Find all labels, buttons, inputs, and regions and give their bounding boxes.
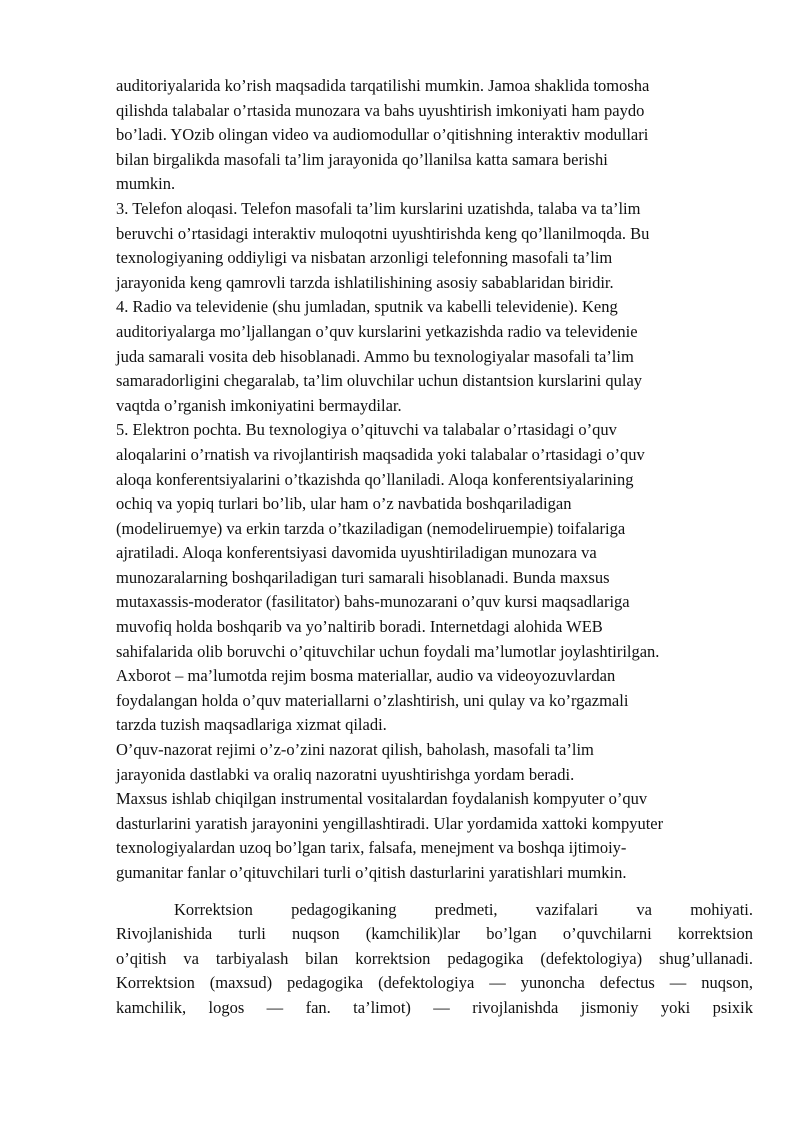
text-line: Korrektsion (maxsud) pedagogika (defektologiya — yunoncha defectus — nuqson, [116, 973, 753, 993]
text-line: muvofiq holda boshqarib va yo’naltirib boradi. Internetdagi alohida WEB [116, 617, 603, 637]
text-line: Axborot – ma’lumotda rejim bosma materiallar, audio va videoyozuvlardan [116, 666, 616, 686]
text-line: qilishda talabalar o’rtasida munozara va bahs uyushtirish imkoniyati ham paydo [116, 100, 645, 120]
text-line: (modeliruemye) va erkin tarzda o’tkaziladigan (nemodeliruempie) toifalariga [116, 518, 626, 538]
section-heading-line: Korrektsion pedagogikaning predmeti, vazifalari va mohiyati. [174, 899, 753, 919]
text-line: auditoriyalarga mo’ljallangan o’quv kurslarini yetkazishda radio va televidenie [116, 321, 638, 341]
text-line: gumanitar fanlar o’qituvchilari turli o’qitish dasturlarini yaratishlari mumkin. [116, 863, 627, 882]
text-line: bo’ladi. YOzib olingan video va audiomodullar o’qitishning interaktiv modullari [116, 125, 649, 145]
text-line: auditoriyalarida ko’rish maqsadida tarqatilishi mumkin. Jamoa shaklida tomosha [116, 76, 650, 95]
text-line: munozaralarning boshqariladigan turi samarali hisoblanadi. Bunda maxsus [116, 567, 610, 587]
text-line: jarayonida dastlabki va oraliq nazoratni uyushtirishga yordam beradi. [116, 764, 575, 784]
text-line: foydalangan holda o’quv materiallarni o’zlashtirish, uni qulay va ko’rgazmali [116, 690, 629, 710]
text-line: texnologiyalardan uzoq bo’lgan tarix, falsafa, menejment va boshqa ijtimoiy- [116, 838, 627, 858]
text-line: Rivojlanishida turli nuqson (kamchilik)lar bo’lgan o’quvchilarni korrektsion [116, 924, 753, 944]
document-page [116, 74, 753, 1021]
text-line: 4. Radio va televidenie (shu jumladan, sputnik va kabelli televidenie). Keng [116, 297, 618, 317]
text-line: mumkin. [116, 174, 176, 194]
text-line: vaqtda o’rganish imkoniyatini bermaydilar. [116, 395, 402, 415]
text-line: o’qitish va tarbiyalash bilan korrektsion pedagogika (defektologiya) shug’ullanadi. [116, 948, 753, 968]
text-line: 3. Telefon aloqasi. Telefon masofali ta’lim kurslarini uzatishda, talaba va ta’lim [116, 198, 641, 218]
text-line: texnologiyaning oddiyligi va nisbatan arzonligi telefonning masofali ta’lim [116, 248, 613, 268]
justified-paragraph [116, 898, 753, 1021]
text-line: aloqalarini o’rnatish va rivojlantirish maqsadida yoki talabalar o’rtasidagi o’quv [116, 444, 645, 464]
text-line: bilan birgalikda masofali ta’lim jarayonida qo’llanilsa katta samara berishi [116, 149, 608, 169]
body-text-block [116, 74, 753, 886]
text-line: samaradorligini chegaralab, ta’lim oluvchilar uchun distantsion kurslarini qulay [116, 371, 643, 391]
text-line: tarzda tuzish maqsadlariga xizmat qiladi. [116, 715, 387, 735]
text-line: jarayonida keng qamrovli tarzda ishlatilishining asosiy sabablaridan biridir. [116, 272, 614, 292]
text-line: aloqa konferentsiyalarini o’tkazishda qo’llaniladi. Aloqa konferentsiyalarining [116, 469, 634, 489]
text-line: juda samarali vosita deb hisoblanadi. Ammo bu texnologiyalar masofali ta’lim [116, 346, 634, 366]
text-line: 5. Elektron pochta. Bu texnologiya o’qituvchi va talabalar o’rtasidagi o’quv [116, 420, 617, 440]
text-line: beruvchi o’rtasidagi interaktiv muloqotni uyushtirishda keng qo’llanilmoqda. Bu [116, 223, 650, 243]
text-line: kamchilik, logos — fan. ta’limot) — rivojlanishda jismoniy yoki psixik [116, 997, 753, 1017]
text-line: dasturlarini yaratish jarayonini yengillashtiradi. Ular yordamida xattoki kompyuter [116, 813, 664, 833]
text-line: ajratiladi. Aloqa konferentsiyasi davomida uyushtiriladigan munozara va [116, 543, 597, 563]
text-line: Maxsus ishlab chiqilgan instrumental vositalardan foydalanish kompyuter o’quv [116, 789, 648, 809]
text-line: mutaxassis-moderator (fasilitator) bahs-munozarani o’quv kursi maqsadlariga [116, 592, 630, 612]
paragraph-gap [116, 886, 753, 898]
text-line: ochiq va yopiq turlari bo’lib, ular ham o’z navbatida boshqariladigan [116, 494, 572, 514]
text-line: sahifalarida olib boruvchi o’qituvchilar uchun foydali ma’lumotlar joylashtirilgan. [116, 641, 660, 661]
text-line: O’quv-nazorat rejimi o’z-o’zini nazorat qilish, baholash, masofali ta’lim [116, 740, 594, 760]
